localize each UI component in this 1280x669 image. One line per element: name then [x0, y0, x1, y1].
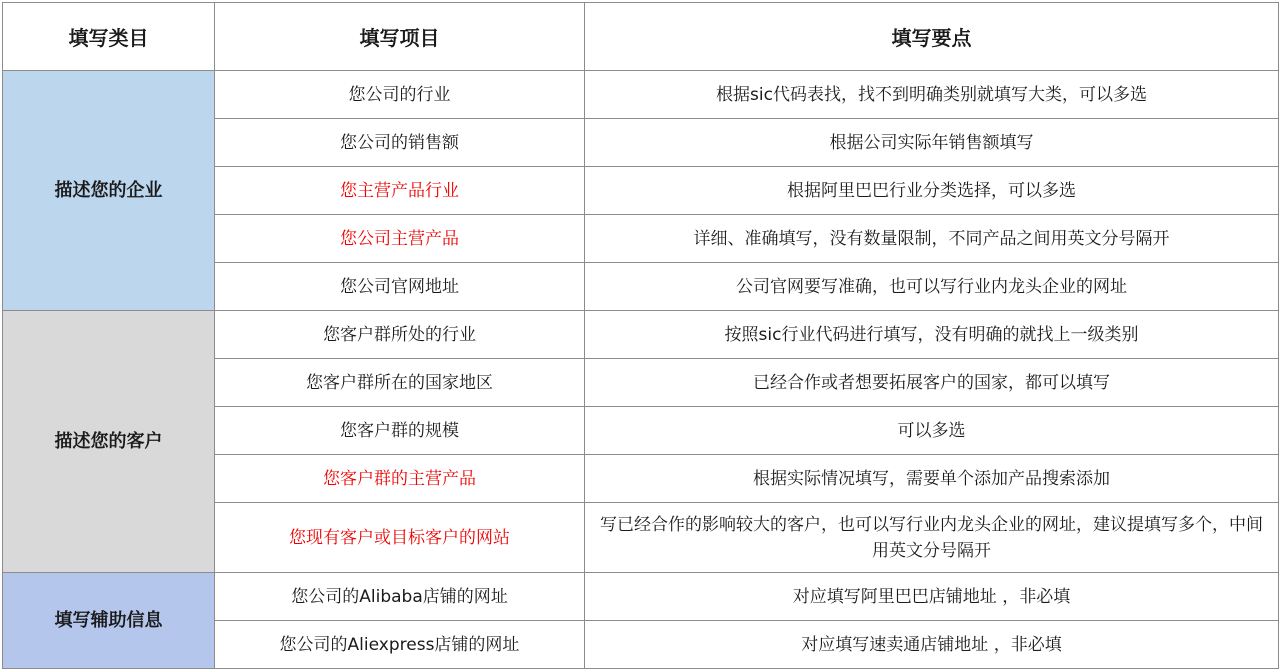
key-point-cell: 可以多选 [585, 407, 1279, 455]
item-cell: 您现有客户或目标客户的网站 [215, 503, 585, 573]
key-point-cell: 根据sic代码表找，找不到明确类别就填写大类，可以多选 [585, 71, 1279, 119]
table-row [3, 71, 1279, 119]
key-point-cell: 对应填写阿里巴巴店铺地址 ，非必填 [585, 573, 1279, 621]
item-cell: 您公司的行业 [215, 71, 585, 119]
form-guide-table-container [2, 2, 1278, 662]
item-cell: 您主营产品行业 [215, 167, 585, 215]
key-point-cell: 根据阿里巴巴行业分类选择，可以多选 [585, 167, 1279, 215]
key-point-cell: 已经合作或者想要拓展客户的国家，都可以填写 [585, 359, 1279, 407]
form-guide-table [2, 2, 1279, 669]
table-row [3, 573, 1279, 621]
key-point-cell: 公司官网要写准确，也可以写行业内龙头企业的网址 [585, 263, 1279, 311]
category-cell: 描述您的客户 [3, 311, 215, 573]
category-cell: 描述您的企业 [3, 71, 215, 311]
item-cell: 您客户群所处的行业 [215, 311, 585, 359]
key-point-cell: 写已经合作的影响较大的客户，也可以写行业内龙头企业的网址，建议提填写多个，中间用英文分号隔开 [585, 503, 1279, 573]
item-cell: 您公司的Aliexpress店铺的网址 [215, 621, 585, 669]
header-category: 填写类目 [3, 3, 215, 71]
header-row [3, 3, 1279, 71]
key-point-cell: 根据公司实际年销售额填写 [585, 119, 1279, 167]
item-cell: 您公司官网地址 [215, 263, 585, 311]
table-row [3, 311, 1279, 359]
item-cell: 您客户群所在的国家地区 [215, 359, 585, 407]
key-point-cell: 根据实际情况填写，需要单个添加产品搜索添加 [585, 455, 1279, 503]
header-item: 填写项目 [215, 3, 585, 71]
item-cell: 您公司的销售额 [215, 119, 585, 167]
table-body [3, 71, 1279, 669]
key-point-cell: 对应填写速卖通店铺地址 ，非必填 [585, 621, 1279, 669]
category-cell: 填写辅助信息 [3, 573, 215, 669]
key-point-cell: 详细、准确填写，没有数量限制，不同产品之间用英文分号隔开 [585, 215, 1279, 263]
key-point-cell: 按照sic行业代码进行填写，没有明确的就找上一级类别 [585, 311, 1279, 359]
item-cell: 您客户群的规模 [215, 407, 585, 455]
item-cell: 您客户群的主营产品 [215, 455, 585, 503]
item-cell: 您公司主营产品 [215, 215, 585, 263]
item-cell: 您公司的Alibaba店铺的网址 [215, 573, 585, 621]
header-key-points: 填写要点 [585, 3, 1279, 71]
